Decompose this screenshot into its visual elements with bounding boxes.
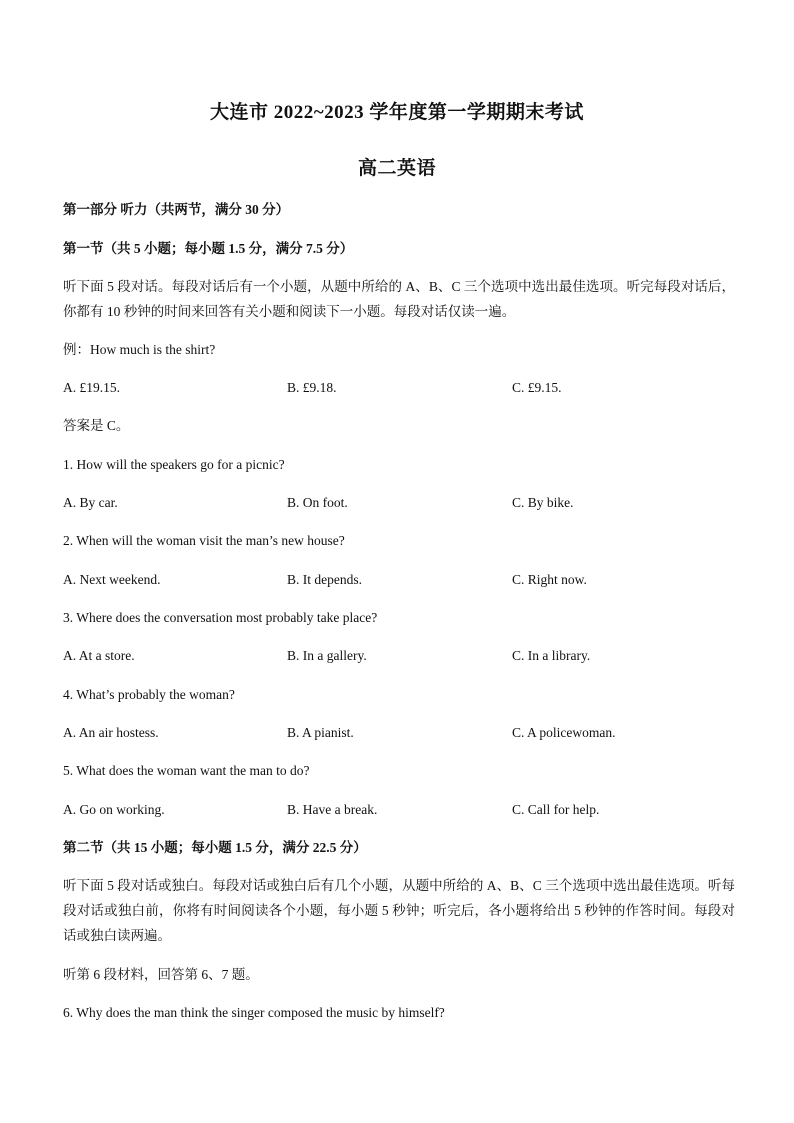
question-1-option-b: B. On foot. [287, 495, 348, 510]
question-4-option-b: B. A pianist. [287, 725, 354, 740]
example-option-b: B. £9.18. [287, 380, 337, 395]
question-3-option-b: B. In a gallery. [287, 648, 367, 663]
example-option-a: A. £19.15. [63, 380, 120, 395]
section1-instructions: 听下面 5 段对话。每段对话后有一个小题，从题中所给的 A、B、C 三个选项中选出最佳选项。听完每段对话后，你都有 10 秒钟的时间来回答有关小题和阅读下一小题。每段对话仅读一遍。 [63, 279, 735, 319]
question-3: 3. Where does the conversation most probably take place? [63, 610, 378, 625]
section1-heading: 第一节（共 5 小题；每小题 1.5 分，满分 7.5 分） [63, 241, 354, 256]
question-6: 6. Why does the man think the singer composed the music by himself? [63, 1005, 445, 1020]
question-1: 1. How will the speakers go for a picnic? [63, 457, 285, 472]
question-4-option-a: A. An air hostess. [63, 725, 159, 740]
question-2-option-c: C. Right now. [512, 572, 587, 587]
section2-instructions: 听下面 5 段对话或独白。每段对话或独白后有几个小题，从题中所给的 A、B、C 三个选项中选出最佳选项。听每段对话或独白前，你将有时间阅读各个小题，每小题 5 秒钟；听完后，各小题将给出 5 秒钟的作答时间。每段对话或独白读两遍。 [63, 878, 735, 943]
question-4-option-c: C. A policewoman. [512, 725, 616, 740]
question-2-option-b: B. It depends. [287, 572, 362, 587]
question-5-option-c: C. Call for help. [512, 802, 600, 817]
question-3-option-a: A. At a store. [63, 648, 135, 663]
question-4: 4. What’s probably the woman? [63, 687, 235, 702]
question-2: 2. When will the woman visit the man’s new house? [63, 533, 345, 548]
example-question: 例：How much is the shirt? [63, 342, 216, 357]
question-1-option-c: C. By bike. [512, 495, 574, 510]
question-1-option-a: A. By car. [63, 495, 118, 510]
question-5: 5. What does the woman want the man to do? [63, 763, 310, 778]
question-2-option-a: A. Next weekend. [63, 572, 161, 587]
question-3-option-c: C. In a library. [512, 648, 591, 663]
part1-heading: 第一部分 听力（共两节，满分 30 分） [63, 202, 290, 217]
exam-title: 大连市 2022~2023 学年度第一学期期末考试 [210, 102, 584, 123]
exam-subtitle: 高二英语 [357, 158, 436, 179]
question-5-option-a: A. Go on working. [63, 802, 165, 817]
example-answer: 答案是 C。 [63, 418, 130, 433]
question-5-option-b: B. Have a break. [287, 802, 378, 817]
section2-heading: 第二节（共 15 小题；每小题 1.5 分，满分 22.5 分） [63, 840, 367, 855]
material-6-intro: 听第 6 段材料，回答第 6、7 题。 [63, 967, 259, 982]
example-option-c: C. £9.15. [512, 380, 562, 395]
